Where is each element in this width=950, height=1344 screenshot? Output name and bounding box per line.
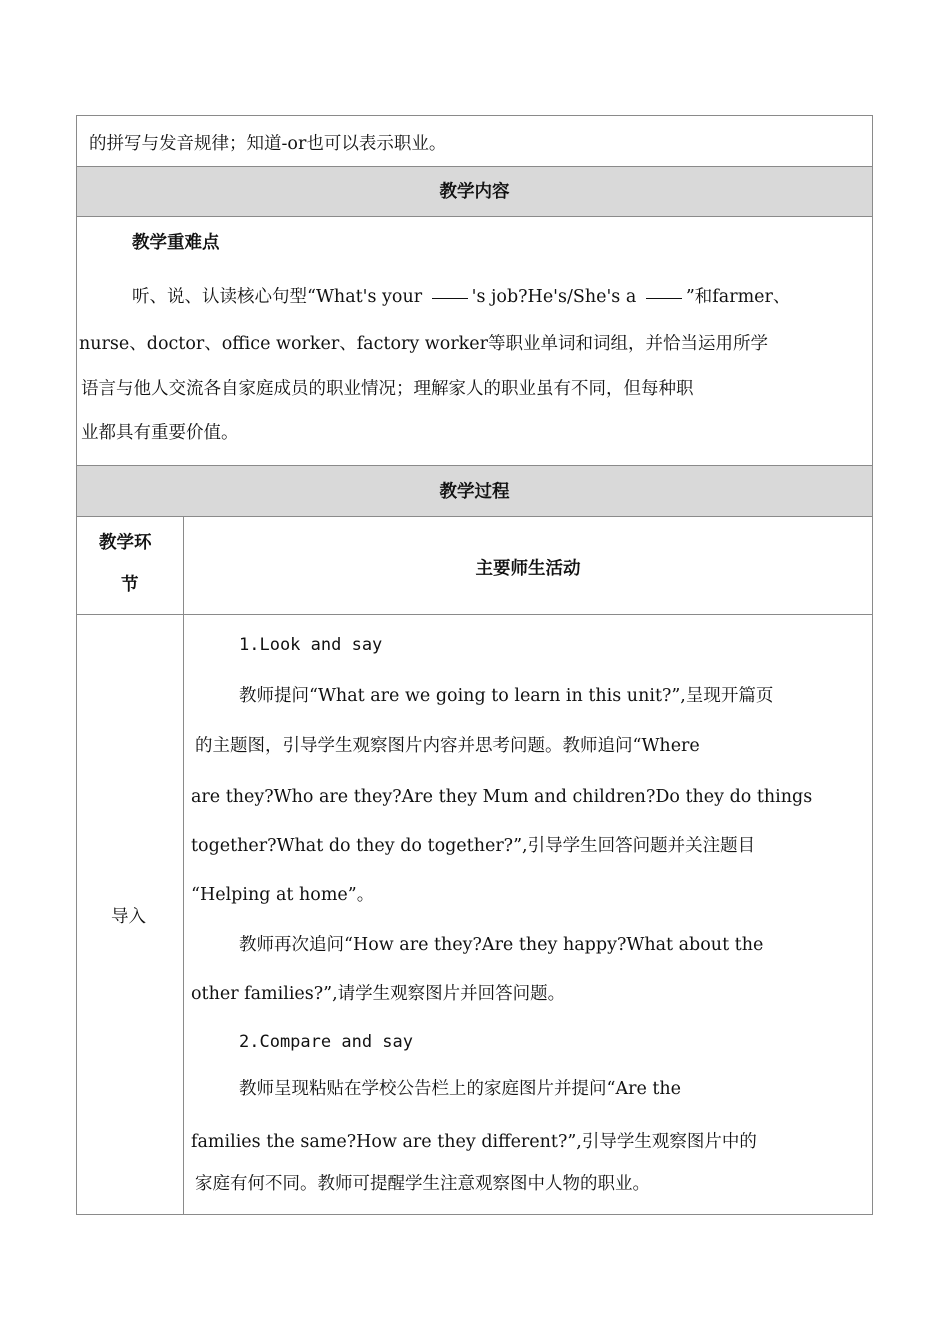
intro-paragraph-line: 家庭有何不同。教师可提醒学生注意观察图中人物的职业。: [195, 1174, 650, 1194]
stage-header-line-1: 教学环: [99, 533, 152, 553]
key-points-line-2: nurse、doctor、office worker、factory worker等职业单词和词组，并恰当运用所学: [79, 334, 769, 354]
intro-paragraph-line: 教师提问“What are we going to learn in this unit?”,呈现开篇页: [239, 686, 774, 706]
intro-step-2-title: 2.Compare and say: [239, 1032, 413, 1052]
intro-paragraph-line: other families?”,请学生观察图片并回答问题。: [191, 984, 566, 1004]
objectives-continuation-row: [77, 116, 872, 167]
objectives-continuation-text: 的拼写与发音规律；知道-or也可以表示职业。: [89, 134, 447, 154]
fill-in-blank: [646, 297, 682, 299]
process-header-label: 教学过程: [439, 482, 510, 502]
intro-paragraph-line: 教师再次追问“How are they?Are they happy?What about the: [239, 935, 764, 955]
fill-in-blank: [432, 297, 468, 299]
intro-paragraph-line: 的主题图，引导学生观察图片内容并思考问题。教师追问“Where: [195, 736, 700, 756]
intro-paragraph-line: families the same?How are they different?”,引导学生观察图片中的: [191, 1132, 757, 1152]
intro-stage-cell: [77, 615, 184, 1214]
intro-stage-label: 导入: [111, 907, 146, 927]
lesson-plan-table: [76, 115, 873, 1215]
intro-step-1-title: 1.Look and say: [239, 635, 383, 655]
intro-paragraph-line: together?What do they do together?”,引导学生回答问题并关注题目: [191, 836, 756, 856]
activity-column-header: 主要师生活动: [475, 559, 581, 579]
intro-stage-row: [77, 615, 872, 1215]
key-points-line-1: 听、说、认读核心句型“What's your 's job?He's/She's a ”和farmer、: [132, 287, 791, 307]
content-section-header: [77, 167, 872, 217]
key-points-row: [77, 217, 872, 466]
key-points-line-4: 业都具有重要价值。: [81, 423, 239, 443]
intro-paragraph-line: 教师呈现粘贴在学校公告栏上的家庭图片并提问“Are the: [239, 1079, 682, 1099]
intro-paragraph-line: “Helping at home”。: [191, 885, 375, 905]
process-section-header: [77, 466, 872, 517]
key-points-title: 教学重难点: [132, 233, 220, 253]
key-points-line-3: 语言与他人交流各自家庭成员的职业情况；理解家人的职业虽有不同，但每种职: [81, 379, 694, 399]
content-header-label: 教学内容: [439, 182, 510, 202]
stage-header-line-2: 节: [121, 575, 139, 595]
intro-paragraph-line: are they?Who are they?Are they Mum and children?Do they do things: [191, 787, 813, 807]
column-header-row: [77, 517, 872, 615]
stage-column-header: [77, 517, 184, 614]
